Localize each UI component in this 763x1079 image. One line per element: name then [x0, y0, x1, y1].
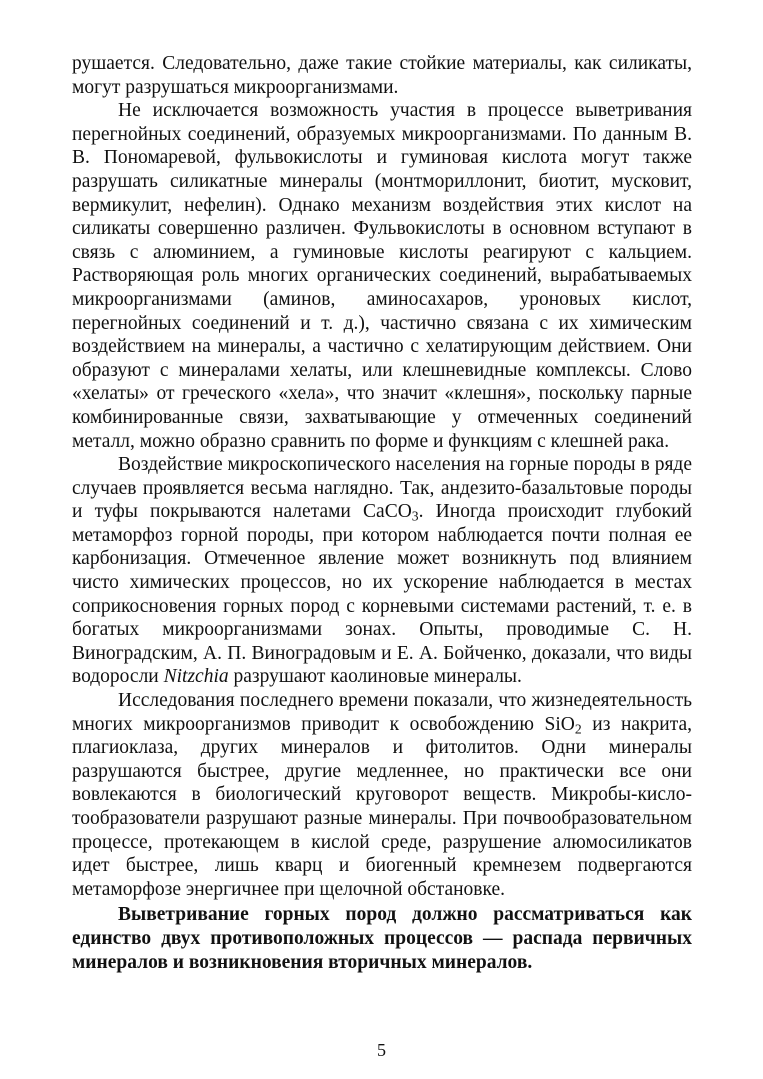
- subscript: 3: [411, 508, 419, 524]
- paragraph-text: Не исключается возможность участия в процессе выветривания перегнойных соединений, образуемых микроорганизмами. По данным В. В. Пономаревой, фульвокислоты и гуминовая кислота могут также разрушать силикатные минералы (монтмориллонит, биотит, мусковит, вермикулит, нефелин). Однако механизм воздействия этих кислот на силикаты совершенно различен. Фульвокислоты в основном вступают в связь с алюминием, а гуминовые кислоты реагируют с кальцием. Растворяющая роль многих органических соединений, вырабатываемых микроорганизмами (аминов, аминосахаров, уроновых кислот, перегнойных соединений и т. д.), частично связана с их химическим воздействием на минералы, а частично с хелатирующим действием. Они образуют с минералами хелаты, или клешневидные комплексы. Слово «хелаты» от греческого «хела», что значит «клешня», поскольку парные комбинированные связи, захватывающие у отмеченных соединений металл, можно образно сравнить по форме и функциям с клешней рака.: [72, 100, 692, 452]
- paragraph-text: рушается. Следовательно, даже такие стойкие материалы, как силикаты, могут разрушаться микроорганизмами.: [72, 53, 692, 98]
- paragraph-text: Выветривание горных пород должно рассматриваться как единство двух противоположных процессов — распада первичных минералов и возникновения вторичных минералов.: [72, 904, 692, 973]
- paragraph-5-bold-conclusion: [72, 903, 692, 974]
- italic-species-name: Nitzchia: [163, 666, 229, 688]
- paragraph-4: [72, 689, 692, 901]
- paragraph-text: Воздействие микроскопического населения на горные породы в ряде случаев проявляется весьма наглядно. Так, андезито-базальтовые породы и туфы покрываются налетами CaCO: [72, 454, 692, 523]
- paragraph-3: [72, 453, 692, 689]
- paragraph-2: [72, 99, 692, 453]
- paragraph-text: разрушают каолиновые минералы.: [228, 666, 522, 688]
- paragraph-text: из накрита, плагиоклаза, других минералов и фитолитов. Одни минералы разрушаются быстрее, другие медленнее, но практически все они вовлекаются в биологический круговорот веществ. Микробы-кислотообразователи разрушают разные минералы. При почвообразовательном процессе, протекающем в кислой среде, разрушение алюмосиликатов идет быстрее, лишь кварц и биогенный кремнезем подвергаются метаморфозе энергичнее при щелочной обстановке.: [72, 713, 692, 900]
- page-number: 5: [377, 1040, 386, 1060]
- paragraph-1: [72, 52, 692, 99]
- paragraph-text: Исследования последнего времени показали, что жизнедеятельность многих микроорганизмов приводит к освобождению SiO: [72, 690, 692, 735]
- subscript: 2: [574, 721, 582, 737]
- paragraph-text: . Иногда происходит глубокий метаморфоз горной породы, при котором наблюдается почти полная ее карбонизация. Отмеченное явление может возникнуть под влиянием чисто химических процессов, но их ускорение наблюдается в местах соприкосновения горных пород с корневыми системами растений, т. е. в богатых микроорганизмами зонах. Опыты, проводимые С. Н. Виноградским, А. П. Виноградовым и Е. А. Бойченко, доказали, что виды водоросли: [72, 501, 692, 688]
- document-page: [72, 52, 692, 974]
